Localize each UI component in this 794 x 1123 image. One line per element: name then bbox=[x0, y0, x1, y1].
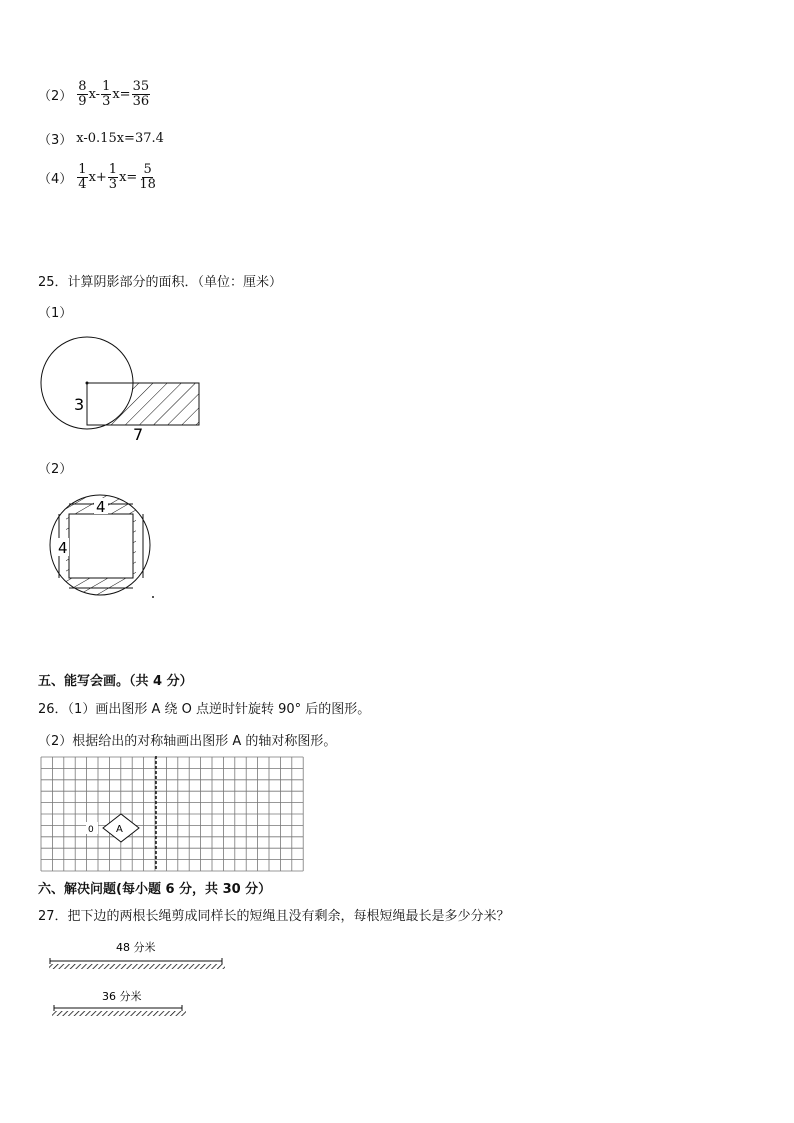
equation-text: x- bbox=[88, 87, 101, 102]
question-26-line-2: （2）根据给出的对称轴画出图形 A 的轴对称图形。 bbox=[38, 734, 337, 749]
sub-item-1: （1） bbox=[38, 306, 73, 321]
equation-text: x= bbox=[112, 87, 131, 102]
sub-item-2: （2） bbox=[38, 462, 73, 477]
question-26-line-1: 26．（1）画出图形 A 绕 O 点逆时针旋转 90° 后的图形。 bbox=[38, 702, 371, 717]
fraction: $\frac{8}{9}$ bbox=[78, 79, 87, 109]
item-number: （2） bbox=[38, 89, 73, 104]
item-number: （3） bbox=[38, 133, 73, 148]
figure-circle-rectangle bbox=[36, 330, 206, 442]
question-25-title: 25．计算阴影部分的面积．（单位：厘米） bbox=[38, 275, 283, 290]
rope-2-label: 36 分米 bbox=[102, 990, 142, 1003]
shape-a-label: A bbox=[116, 824, 123, 835]
rope-1-label: 48 分米 bbox=[116, 941, 156, 954]
item-number: （4） bbox=[38, 172, 73, 187]
figure-circle-square bbox=[44, 490, 162, 602]
section-6-title: 六、解决问题(每小题 6 分，共 30 分） bbox=[38, 882, 272, 897]
equation-text: x+ bbox=[88, 170, 107, 185]
top-label: 4 bbox=[96, 498, 106, 516]
side-label: 3 bbox=[74, 395, 85, 414]
equation-2 bbox=[38, 80, 151, 109]
equation-text: x-0.15x=37.4 bbox=[76, 131, 164, 146]
fraction: $\frac{1}{4}$ bbox=[78, 162, 87, 192]
equation-4 bbox=[38, 163, 158, 192]
equation-text: x= bbox=[119, 170, 138, 185]
fraction: $\frac{35}{36}$ bbox=[132, 79, 150, 109]
dot-mark bbox=[152, 596, 154, 598]
fraction: $\frac{1}{3}$ bbox=[102, 79, 111, 109]
rope-1 bbox=[49, 964, 225, 969]
equation-3 bbox=[38, 129, 164, 148]
bottom-label: 7 bbox=[133, 425, 144, 442]
fraction: $\frac{1}{3}$ bbox=[108, 162, 118, 192]
left-label: 4 bbox=[58, 539, 68, 557]
grid-drawing-area bbox=[40, 756, 314, 874]
section-5-title: 五、能写会画。（共 4 分） bbox=[38, 674, 193, 689]
rope-diagram bbox=[46, 936, 236, 1026]
fraction: $\frac{5}{18}$ bbox=[139, 162, 156, 192]
question-27-text: 27．把下边的两根长绳剪成同样长的短绳且没有剩余，每根短绳最长是多少分米？ bbox=[38, 909, 510, 924]
point-o-label: 0 bbox=[88, 825, 94, 835]
rope-2 bbox=[52, 1011, 186, 1016]
